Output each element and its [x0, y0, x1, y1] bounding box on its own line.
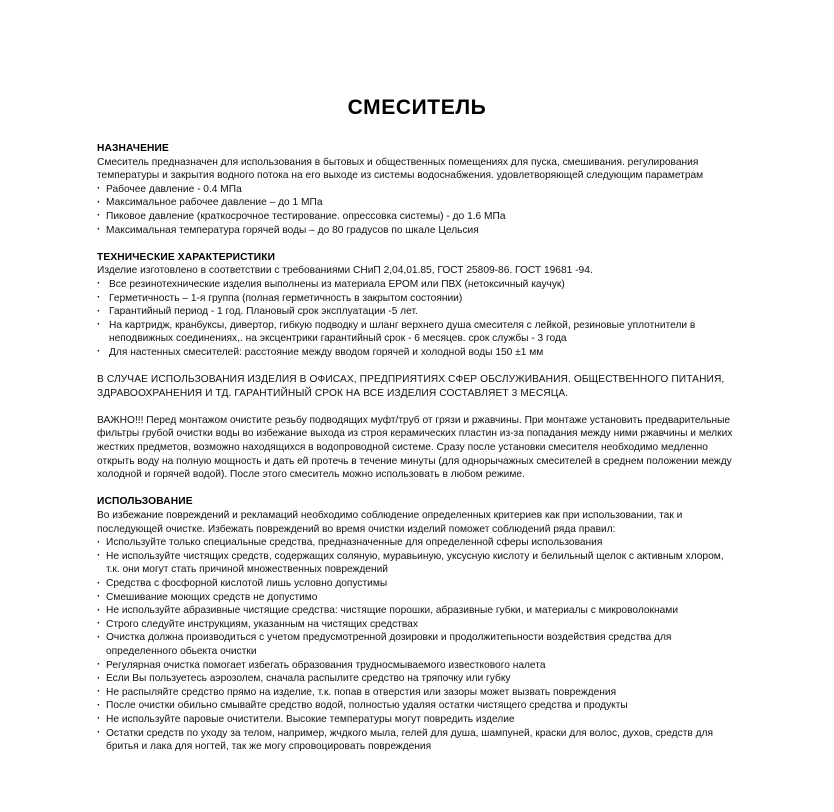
list-item: · Максимальная температура горячей воды – до 80 градусов по шкале Цельсия	[97, 224, 739, 238]
list-item: · Смешивание моющих средств не допустимо	[97, 591, 739, 605]
section-spacer	[97, 237, 739, 251]
purpose-bullet-list	[97, 183, 739, 237]
list-item: · После очистки обильно смывайте средство водой, полностью удаляя остатки чистящего средства и продукты	[97, 699, 739, 713]
list-item: · Максимальное рабочее давление – до 1 МПа	[97, 196, 739, 210]
list-item: · Не используйте абразивные чистящие средства: чистящие порошки, абразивные губки, и материалы с микроволокнами	[97, 604, 739, 618]
section-spacer	[97, 360, 739, 374]
section-spacer	[97, 482, 739, 496]
section-spacer	[97, 400, 739, 414]
list-item: · Не используйте паровые очистители. Высокие температуры могут повредить изделие	[97, 713, 739, 727]
specs-intro-paragraph: Изделие изготовлено в соответствии с требованиями СНиП 2,04,01.85, ГОСТ 25809-86. ГОСТ 19681 -94.	[97, 265, 593, 277]
list-item: · Не распыляйте средство прямо на изделие, т.к. попав в отверстия или зазоры может вызвать повреждения	[97, 686, 739, 700]
document-title: СМЕСИТЕЛЬ	[347, 96, 487, 119]
list-item: · Не используйте чистящих средств, содержащих соляную, муравьиную, уксусную кислоту и белильный щелок с активным хлором, т.к. они могут стать причиной множественных повреждений	[97, 550, 739, 577]
list-item: · Пиковое давление (краткосрочное тестирование. опрессовка системы) - до 1.6 МПа	[97, 210, 739, 224]
list-item: · Средства с фосфорной кислотой лишь условно допустимы	[97, 577, 739, 591]
list-item: · Все резинотехнические изделия выполнены из материала ЕРОМ или ПВХ (нетоксичный каучук)	[97, 278, 739, 292]
section-heading-usage: ИСПОЛЬЗОВАНИЕ	[97, 496, 193, 508]
list-item: · Остатки средств по уходу за телом, например, жчдкого мыла, гелей для душа, шампуней, краски для волос, духов, средств для бритья и лака для ногтей, так же могу спровоцировать повреждения	[97, 727, 739, 754]
list-item: · Регулярная очистка помогает избегать образования трудносмываемого известкового налета	[97, 659, 739, 673]
list-item: · Гарантийный период - 1 год. Плановый срок эксплуатации -5 лет.	[97, 305, 739, 319]
document-body	[97, 142, 739, 754]
list-item: · Рабочее давление - 0.4 МПа	[97, 183, 739, 197]
section-heading-purpose: НАЗНАЧЕНИЕ	[97, 143, 169, 154]
list-item: · Строго следуйте инструкциям, указанным на чистящих средствах	[97, 618, 739, 632]
list-item: · Очистка должна производиться с учетом предусмотренной дозировки и продолжитепьности воздействия средства для определенного обьекта очистки	[97, 631, 739, 658]
specs-bullet-list	[97, 278, 739, 360]
section-heading-specs: ТЕХНИЧЕСКИЕ ХАРАКТЕРИСТИКИ	[97, 251, 276, 263]
warranty-notice-paragraph: В СЛУЧАЕ ИСПОЛЬЗОВАНИЯ ИЗДЕЛИЯ В ОФИСАХ, ПРЕДПРИЯТИЯХ СФЕР ОБСЛУЖИВАНИЯ. ОБЩЕСТВЕННОГО ПИТАНИЯ, ЗДРАВООХРАНЕНИЯ И ТД. ГАРАНТИЙНЫЙ СРОК НА ВСЕ ИЗДЕЛИЯ СОСТАВЛЯЕТ 3 МЕСЯЦА.	[97, 374, 725, 399]
list-item: · Герметичность – 1-я группа (полная герметичность в закрытом состоянии)	[97, 292, 739, 306]
important-notice-paragraph: ВАЖНО!!! Перед монтажом очистите резьбу подводящих муфт/труб от грязи и ржавчины. При монтаже установить предварительные фильтры грубой очистки воды во избежание выхода из строя керамических пластин из-за попадания между ними ржавчины и мелких жестких предметов, возможно находящихся в водопроводной системе. Сразу после установки смесителя необходимо медленно открыть воду на полную мощность и дать ей протечь в течение минуты (для однорычажных смесителей в среднем положении между холодной и горячей водой). После этого смеситель можно использовать в любом режиме.	[97, 414, 733, 481]
list-item: · Для настенных смесителей: расстояние между вводом горячей и холодной воды 150 ±1 мм	[97, 346, 739, 360]
list-item: · Если Вы пользуетесь аэрозолем, сначала распылите средство на тряпочку или губку	[97, 672, 739, 686]
usage-intro-paragraph: Во избежание повреждений и рекламаций необходимо соблюдение определенных критериев как при использовании, так и последующей очистке. Избежать повреждений во время очистки изделий поможет соблюдений ряда правил:	[97, 510, 683, 535]
list-item: · Используйте только специальные средства, предназначенные для определенной сферы использования	[97, 536, 739, 550]
usage-bullet-list	[97, 536, 739, 754]
purpose-intro-paragraph: Смеситель предназначен для использования в бытовых и общественных помещениях для пуска, смешивания. регулирования температуры и закрытия водного потока на его выходе из системы водоснабжения. удовлетворяющей следующим параметрам	[97, 156, 704, 182]
list-item: · На картридж, кранбуксы, дивертор, гибкую подводку и шланг верхнего душа смесителя с лейкой, резиновые уплотнители в неподвижных соединениях,. на эксцентрики гарантийный срок - 6 месяцев. срок службы - 3 года	[97, 319, 739, 346]
